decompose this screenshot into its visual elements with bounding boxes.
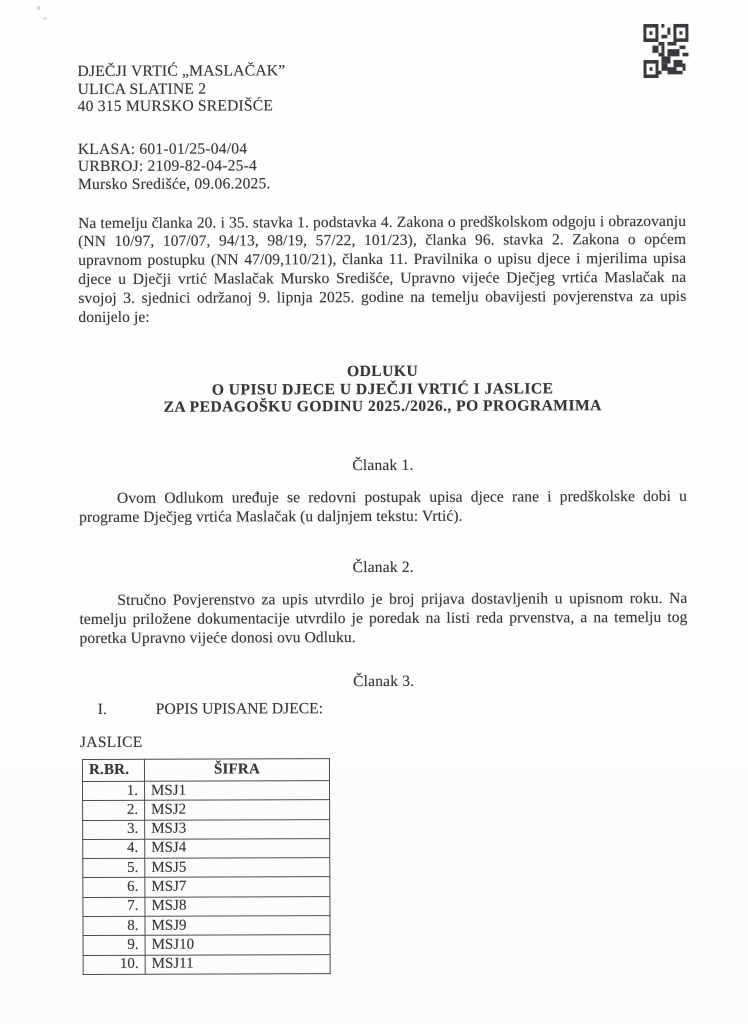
table-header-sifra: ŠIFRA	[144, 759, 329, 782]
child-code-cell: MSJ1	[145, 781, 330, 801]
row-number-cell: 3.	[83, 820, 145, 840]
row-number-cell: 9.	[83, 936, 145, 956]
list-numeral: I.	[97, 700, 107, 718]
org-address-city: 40 315 MURSKO SREDIŠĆE	[77, 97, 274, 116]
child-code-cell: MSJ5	[145, 858, 330, 878]
child-code-cell: MSJ8	[145, 896, 330, 916]
child-code-cell: MSJ11	[145, 954, 330, 974]
org-address-street: ULICA SLATINE 2	[77, 80, 207, 98]
table-row	[83, 839, 330, 859]
article-3-heading: Članak 3.	[353, 672, 415, 691]
row-number-cell: 2.	[83, 801, 145, 821]
place-and-date: Mursko Središće, 09.06.2025.	[77, 175, 271, 194]
table-row	[83, 935, 330, 955]
table-row	[83, 916, 330, 936]
row-number-cell: 6.	[83, 878, 145, 898]
section-label-jaslice: JASLICE	[79, 733, 143, 751]
child-code-cell: MSJ10	[145, 935, 330, 955]
urbroj-number: URBROJ: 2109-82-04-25-4	[77, 157, 258, 176]
jaslice-codes-table	[82, 758, 331, 975]
table-row	[83, 896, 330, 916]
title-line-1: ODLUKU	[346, 363, 419, 381]
child-code-cell: MSJ9	[145, 916, 330, 936]
table-row	[83, 800, 330, 820]
title-line-2: O UPISU DJECE U DJEČJI VRTIĆ I JASLICE	[211, 379, 554, 399]
reference-block	[78, 139, 686, 194]
article-1-body: Ovom Odlukom uređuje se redovni postupak upisa djece rane i predškolske dobi u programe Dječjeg vrtića Maslačak (u daljnjem tekstu: Vrtić).	[79, 487, 688, 526]
row-number-cell: 1.	[83, 781, 145, 801]
table-row	[83, 877, 330, 897]
row-number-cell: 5.	[83, 858, 145, 878]
sender-block	[78, 61, 686, 116]
row-number-cell: 10.	[83, 955, 145, 975]
list-heading-label: POPIS UPISANE DJECE:	[155, 700, 324, 718]
child-code-cell: MSJ7	[145, 877, 330, 897]
row-number-cell: 4.	[83, 839, 145, 859]
table-head	[82, 759, 329, 782]
article-1-heading: Članak 1.	[352, 456, 414, 475]
article-2-body: Stručno Povjerenstvo za upis utvrdilo je broj prijava dostavljenih u upisnom roku. Na temelju priložene dokumentacije utvrdilo je poredak na listi reda prvenstva, a na temelju tog poretka Upravno vijeće donosi ovu Odluku.	[79, 589, 688, 647]
child-code-cell: MSJ2	[145, 800, 330, 820]
child-code-cell: MSJ3	[145, 819, 330, 839]
row-number-cell: 7.	[83, 897, 145, 917]
klasa-number: KLASA: 601-01/25-04/04	[77, 140, 248, 158]
title-line-3: ZA PEDAGOŠKU GODINU 2025./2026., PO PROGRAMIMA	[163, 396, 602, 416]
table-row	[83, 858, 330, 878]
table-row	[83, 954, 330, 974]
document-title	[79, 362, 687, 416]
table-row	[83, 781, 330, 801]
table-body	[83, 781, 331, 975]
list-heading	[80, 699, 688, 719]
table-row	[83, 819, 330, 839]
child-code-cell: MSJ4	[145, 839, 330, 859]
article-2-heading: Članak 2.	[352, 558, 414, 577]
preamble-paragraph: Na temelju članka 20. i 35. stavka 1. podstavka 4. Zakona o predškolskom odgoju i obrazovanju (NN 10/97, 107/07, 94/13, 98/19, 57/22, 101/23), članka 96. stavka 2. Zakona o općem upravnom postupku (NN 47/09,110/21), članka 11. Pravilnika o upisu djece i mjerilima upisa djece u Dječji vrtić Maslačak Mursko Središće, Upravno vijeće Dječjeg vrtića Maslačak na svojoj 3. sjednici održanoj 9. lipnja 2025. godine na temelju obavijesti povjerenstva za upis donijelo je:	[78, 212, 687, 326]
table-header-rbr: R.BR.	[82, 759, 144, 781]
row-number-cell: 8.	[83, 916, 145, 936]
org-name: DJEČJI VRTIĆ „MASLAČAK”	[77, 62, 286, 81]
table-header-row	[82, 759, 329, 782]
